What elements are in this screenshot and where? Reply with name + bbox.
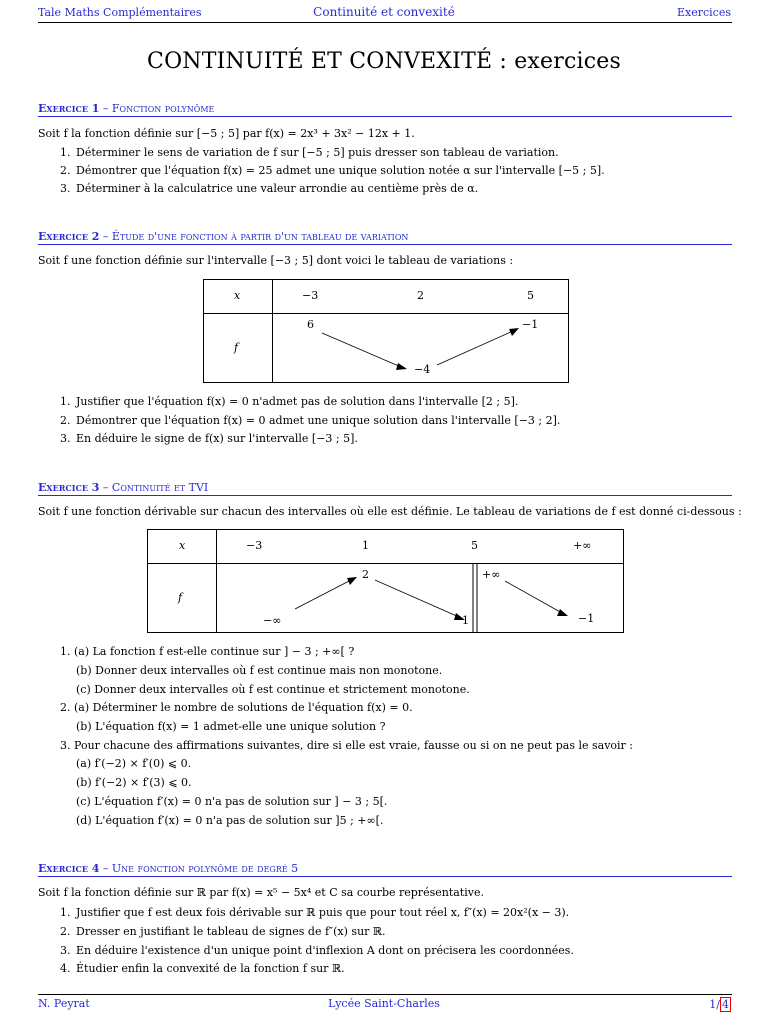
page-number-prefix: 1/ <box>709 998 720 1011</box>
ex2-x-value-2: 2 <box>417 289 424 302</box>
page-number[interactable] <box>709 997 731 1012</box>
ex3-x-value-3: 5 <box>471 539 478 552</box>
ex3-variation-table <box>147 529 624 633</box>
ex2-heading: Exercice 2 – Étude d'une fonction à partir d'un tableau de variation <box>38 230 409 243</box>
page-title: CONTINUITÉ ET CONVEXITÉ : exercices <box>147 49 621 74</box>
ex3-x-value-2: 1 <box>362 539 369 552</box>
ex4-subtitle: Une fonction polynôme de degré 5 <box>111 862 299 875</box>
ex4-item-2: Dresser en justifiant le tableau de signes de f″(x) sur ℝ. <box>76 925 386 938</box>
ex3-q1c: (c) Donner deux intervalles où f est continue et strictement monotone. <box>76 683 470 696</box>
ex3-f-value-2: 2 <box>362 568 369 581</box>
footer-left: N. Peyrat <box>38 997 90 1010</box>
ex1-rule <box>38 116 732 117</box>
ex2-intro: Soit f une fonction définie sur l'intervalle [−3 ; 5] dont voici le tableau de variations : <box>38 254 514 267</box>
ex3-q3c: (c) L'équation f′(x) = 0 n'a pas de solution sur ] − 3 ; 5[. <box>76 795 388 808</box>
ex3-q3: 3. Pour chacune des affirmations suivantes, dire si elle est vraie, fausse ou si on ne peut pas le savoir : <box>60 739 634 752</box>
footer-center: Lycée Saint-Charles <box>328 997 440 1010</box>
ex2-f-value-3: −1 <box>522 318 539 331</box>
ex2-label: Exercice 2 <box>38 230 100 243</box>
ex3-intro: Soit f une fonction dérivable sur chacun des intervalles où elle est définie. Le tableau de variations de f est donné ci-dessous : <box>38 505 742 518</box>
header-rule <box>38 22 732 23</box>
ex3-f-value-1: −∞ <box>263 614 282 627</box>
ex3-q1b: (b) Donner deux intervalles où f est continue mais non monotone. <box>76 664 443 677</box>
ex3-label: Exercice 3 <box>38 481 100 494</box>
ex3-q1a: 1. (a) La fonction f est-elle continue sur ] − 3 ; +∞[ ? <box>60 645 355 658</box>
ex3-x-value-4: +∞ <box>573 539 592 552</box>
ex1-item-3: Déterminer à la calculatrice une valeur arrondie au centième près de α. <box>76 182 479 195</box>
ex2-rule <box>38 244 732 245</box>
ex4-label: Exercice 4 <box>38 862 100 875</box>
ex4-item-4: Étudier enfin la convexité de la fonction f sur ℝ. <box>76 962 345 975</box>
ex2-item-2: Démontrer que l'équation f(x) = 0 admet une unique solution dans l'intervalle [−3 ; 2]. <box>76 414 561 427</box>
ex3-f-label: f <box>178 591 183 604</box>
ex2-item-1: Justifier que l'équation f(x) = 0 n'admet pas de solution dans l'intervalle [2 ; 5]. <box>76 395 519 408</box>
ex3-f-value-4: +∞ <box>482 568 501 581</box>
header-right: Exercices <box>677 6 731 19</box>
ex3-x-label: x <box>179 539 186 552</box>
ex1-item-1: Déterminer le sens de variation de f sur [−5 ; 5] puis dresser son tableau de variation. <box>76 146 559 159</box>
page-total-link[interactable]: 4 <box>722 998 729 1011</box>
ex1-item-2: Démontrer que l'équation f(x) = 25 admet une unique solution notée α sur l'intervalle [−5 ; 5]. <box>76 164 605 177</box>
ex1-subtitle: Fonction polynôme <box>111 102 215 115</box>
ex3-q2b: (b) L'équation f(x) = 1 admet-elle une unique solution ? <box>76 720 386 733</box>
ex3-f-value-3: 1 <box>462 614 469 627</box>
ex2-f-label: f <box>234 341 239 354</box>
ex3-subtitle: Continuité et TVI <box>111 481 209 494</box>
ex2-f-value-1: 6 <box>307 318 314 331</box>
ex2-x-value-1: −3 <box>302 289 319 302</box>
ex2-variation-table <box>203 279 569 383</box>
ex1-heading: Exercice 1 – Fonction polynôme <box>38 102 215 115</box>
ex3-f-value-5: −1 <box>578 612 595 625</box>
ex2-x-label: x <box>234 289 241 302</box>
ex1-label: Exercice 1 <box>38 102 100 115</box>
ex4-intro: Soit f la fonction définie sur ℝ par f(x) = x⁵ − 5x⁴ et C sa courbe représentative. <box>38 886 484 899</box>
footer-rule <box>38 994 732 995</box>
ex3-q3d: (d) L'équation f′(x) = 0 n'a pas de solution sur ]5 ; +∞[. <box>76 814 384 827</box>
ex1-intro: Soit f la fonction définie sur [−5 ; 5] par f(x) = 2x³ + 3x² − 12x + 1. <box>38 127 415 140</box>
ex2-f-value-2: −4 <box>414 363 431 376</box>
ex4-heading: Exercice 4 – Une fonction polynôme de degré 5 <box>38 862 299 875</box>
ex4-rule <box>38 876 732 877</box>
ex2-subtitle: Étude d'une fonction à partir d'un tableau de variation <box>111 230 409 243</box>
ex3-q3b: (b) f′(−2) × f′(3) ⩽ 0. <box>76 776 192 789</box>
header-left: Tale Maths Complémentaires <box>38 6 202 19</box>
ex3-q2a: 2. (a) Déterminer le nombre de solutions de l'équation f(x) = 0. <box>60 701 413 714</box>
header-center: Continuité et convexité <box>313 5 455 19</box>
ex2-item-3: En déduire le signe de f(x) sur l'intervalle [−3 ; 5]. <box>76 432 358 445</box>
ex3-heading: Exercice 3 – Continuité et TVI <box>38 481 209 494</box>
ex4-item-1: Justifier que f est deux fois dérivable sur ℝ puis que pour tout réel x, f″(x) = 20x²(x − 3). <box>76 906 570 919</box>
ex3-rule <box>38 495 732 496</box>
ex3-q3a: (a) f′(−2) × f′(0) ⩽ 0. <box>76 757 192 770</box>
ex4-item-3: En déduire l'existence d'un unique point d'inflexion A dont on précisera les coordonnées. <box>76 944 574 957</box>
ex3-x-value-1: −3 <box>246 539 263 552</box>
ex2-x-value-3: 5 <box>527 289 534 302</box>
